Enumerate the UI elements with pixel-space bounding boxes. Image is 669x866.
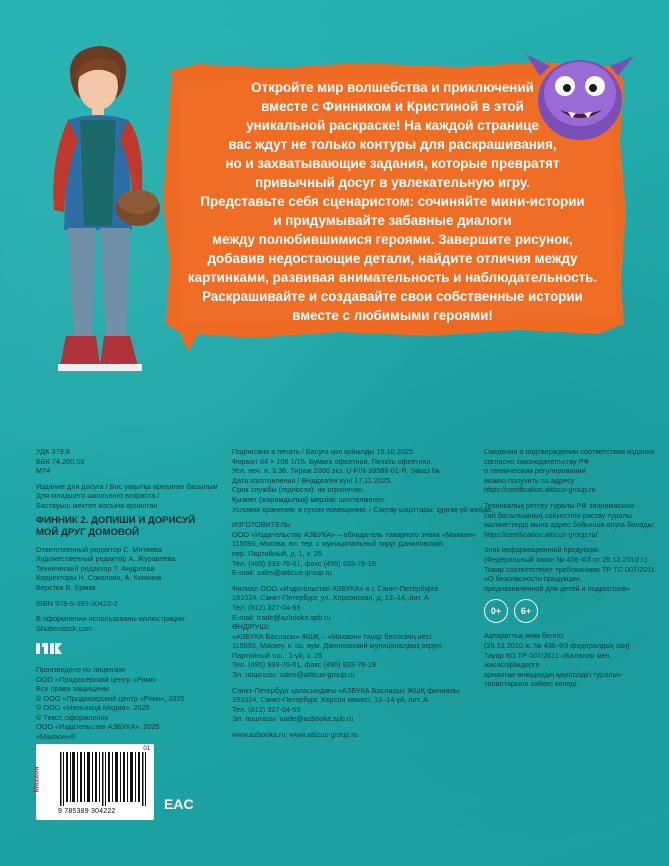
cert-line: о техническом регулировании (484, 466, 586, 476)
manufacturer-line: E-mail: sales@atticus-group.ru (232, 568, 332, 578)
author-sign: М74 (36, 466, 51, 476)
kz-branch-line: Тел. (812) 327-04-55 (232, 704, 301, 714)
license-line: Произведено по лицензии (36, 664, 125, 674)
sign-kz-line: жасөспірімдерге (484, 660, 540, 670)
kz-line: Эл. поштасы: sales@atticus-group.ru (232, 670, 355, 680)
kz-line: Партийный т.ш., 1-үй, к. 25 (232, 650, 323, 660)
cert-line: согласно законодательству РФ (484, 456, 590, 466)
branch-line: Тел. (812) 327-04-55 (232, 602, 301, 612)
age-badge-0: 0+ (484, 599, 508, 623)
license-line: «Махаон»® (36, 732, 76, 742)
blurb-line: вместе с Финником и Кристиной в этой (261, 99, 524, 114)
sign-kz-line: (29.12.2010 ж. № 436-ФЗ федералдық заң) (484, 640, 630, 650)
blurb-line: Откройте мир волшебства и приключений (251, 80, 534, 95)
cert-line: можно получить по адресу (484, 475, 575, 485)
sign-kz-line: талаптарына сәйкес келеді. (484, 679, 579, 689)
age-rating-badges (484, 599, 654, 623)
print-line: Усл. печ. л. 3,36. Тираж 2000 экз. U-FIN-39586-01-R. Заказ № (232, 466, 440, 476)
cert-kz-line: мәліметтерді мына адрес бойынша алуға болады: (484, 520, 655, 530)
age-badge-6: 6+ (514, 599, 538, 623)
manufacturer-line: пер. Партийный, д. 1, к. 25 (232, 548, 323, 558)
credit-line: Ответственный редактор С. Митяева (36, 544, 162, 554)
blurb-line: Раскрашивайте и создавайте свои собственные истории (202, 289, 583, 304)
imprint-column-middle (232, 447, 494, 740)
blurb-line: добавив недостающие детали, найдите отличия между (207, 251, 578, 266)
kz-branch-line: Санкт-Петербург қаласындағы «АЗБУКА Басласы» ЖШҚ филиалы (232, 685, 460, 695)
license-line: Все права защищены (36, 684, 110, 694)
license-line: © ООО «Продюсерский центр «Рики», 2025 (36, 693, 185, 703)
kz-line: Тел. (495) 933-76-01, факс (495) 933-76-19 (232, 660, 376, 670)
license-line: ООО «Продюсерский центр «Рики» (36, 674, 157, 684)
brand-text: Махаон (33, 766, 41, 793)
manufacturer-line: Тел. (495) 933-76-01, факс (495) 933-76-19 (232, 558, 376, 568)
print-line: Срок службы (годности): не ограничен. (232, 485, 365, 495)
blurb-line: картинками, развивая внимательность и наблюдательность. (187, 270, 598, 285)
branch-line: E-mail: trade@azbooka.spb.ru (232, 612, 331, 622)
cert-kz-line: https://certification.atticus-group.ru/ (484, 529, 598, 539)
credit-line: Верстка В. Ермак (36, 582, 96, 592)
audience-line: Для младшего школьного возраста / (36, 491, 160, 501)
sign-line: (Федеральный закон № 436-ФЗ от 29.12.2010 г.) (484, 554, 648, 564)
license-line: © ООО «Мельница Медиа», 2025 (36, 703, 150, 713)
sign-kz-line: Тауар КО ТР 007/2011 «Балалар мен (484, 650, 610, 660)
blurb-line: вас ждут не только контуры для раскрашивания, (228, 137, 557, 152)
cert-kz-line: сай басылымның сәйкестігін растау туралы (484, 510, 632, 520)
book-title (36, 515, 206, 539)
print-line: Қызмет (жарамдылық) мерзімі: шектелмеген. (232, 494, 386, 504)
license-line: © Текст, оформление (36, 712, 109, 722)
kz-line: 115093, Мәскеу, к. іш. аум. Даниловский муниципалдық округі, (232, 641, 443, 651)
imprint-column-right (484, 447, 654, 689)
blurb-line: Представьте себя сценаристом: сочиняйте мини-истории (200, 194, 585, 209)
barcode-bars-icon (60, 752, 148, 806)
boy-character-illustration (20, 40, 170, 400)
publisher-brand (33, 750, 54, 812)
kz-branch-line: 191024, Санкт-Петербург, Херсон көшесі, 12–14 үй, лит. А (232, 695, 428, 705)
credit-line: Художественный редактор А. Журавлева (36, 554, 176, 564)
kz-heading: ӨНДІРУШІ: (232, 622, 270, 632)
barcode-number: 9 785389 304222 (58, 808, 116, 815)
credit-line: Технический редактор Т. Андреева (36, 563, 155, 573)
cert-line: https://certification.atticus-group.ru (484, 485, 596, 495)
kz-line: «АЗБУКА Басласы» ЖШҚ – «Махаон» тауар белгісінің иесі (232, 631, 432, 641)
book-title-line: МОЙ ДРУГ ДОМОВОЙ (36, 526, 139, 538)
audience-line: Издание для досуга / Бос уақытқа арналған басылым (36, 481, 218, 491)
cert-kz-line: Техникалық реттеу туралы РФ заңнамасына (484, 500, 635, 510)
sign-line: Знак информационной продукции (484, 545, 599, 555)
illustration-credit: Shutterstock.com (36, 623, 93, 633)
manufacturer-line: 115093, Москва, вн. тер. г. муниципальный округ Даниловский, (232, 539, 445, 549)
manufacturer-line: ООО «Издательство АЗБУКА» – обладатель товарного знака «Махаон» (232, 529, 476, 539)
print-line: Дата изготовления / Өндірілген күні 17.11.2025. (232, 475, 393, 485)
sign-kz-line: Ақпараттық өнім белгісі (484, 631, 564, 641)
blurb-line: привычный досуг в увлекательную игру. (255, 175, 530, 190)
branch-line: Филиал ООО «Издательство АЗБУКА» в г. Санкт-Петербурге (232, 583, 439, 593)
sign-line: «О безопасности продукции, (484, 574, 582, 584)
audience-line: Бастауыш мектеп жасына арналған (36, 500, 158, 510)
blurb-line: но и захватывающие задания, которые превратят (225, 156, 560, 171)
print-line: Формат 84 × 108 1/16. Бумага офсетная. Печать офсетная. (232, 456, 433, 466)
branch-line: 191024, Санкт-Петербург, ул. Херсонская, д. 12–14, лит. А (232, 593, 429, 603)
sign-kz-line: арналған өнімдердің қауіпсіздігі туралы» (484, 669, 622, 679)
monster-character-illustration (520, 36, 640, 146)
sign-line: Товар соответствует требованиям ТР ТС 007/2011 (484, 564, 655, 574)
websites: www.azbooka.ru; www.atticus-group.ru (232, 730, 358, 740)
kz-branch-line: Эл. поштасы: trade@azbooka.spb.ru (232, 714, 354, 724)
isbn: ISBN 978-5-389-30422-2 (36, 598, 118, 608)
sign-line: предназначенной для детей и подростков» (484, 583, 631, 593)
barcode-small-number: 01 (143, 746, 150, 752)
imprint-column-left (36, 447, 218, 742)
license-line: ООО «Издательство АЗБУКА», 2025 (36, 722, 160, 732)
bbk-code: ББК 74.200.58 (36, 456, 85, 466)
blurb-line: вместе с любимыми героями! (292, 308, 493, 323)
blurb-line: и придумывайте забавные диалоги (273, 213, 512, 228)
credit-line: Корректоры Н. Соколова, А. Конкина (36, 573, 162, 583)
cert-line: Сведения о подтверждении соответствия издания (484, 447, 655, 456)
riki-logo-icon (36, 641, 62, 654)
blurb-line: между полюбившимися героями. Завершите рисунок, (212, 232, 573, 247)
eac-mark: EAC (164, 796, 194, 812)
udk-code: УДК 379.8 (36, 447, 70, 456)
print-line: Условия хранения: в сухом помещении. / Сақтау шарттары: құрғақ үй-жайда. (232, 504, 494, 514)
manufacturer-heading: ИЗГОТОВИТЕЛЬ: (232, 520, 292, 530)
blurb-line: уникальной раскраске! На каждой странице (246, 118, 539, 133)
print-line: Подписано в печать / Басуға қол қойылды 15.10.2025. (232, 447, 416, 456)
book-title-line: ФИННИК 2. ДОПИШИ И ДОРИСУЙ (36, 514, 196, 526)
illustration-credit: В оформлении использованы иллюстрации: (36, 614, 187, 624)
barcode (33, 744, 154, 820)
